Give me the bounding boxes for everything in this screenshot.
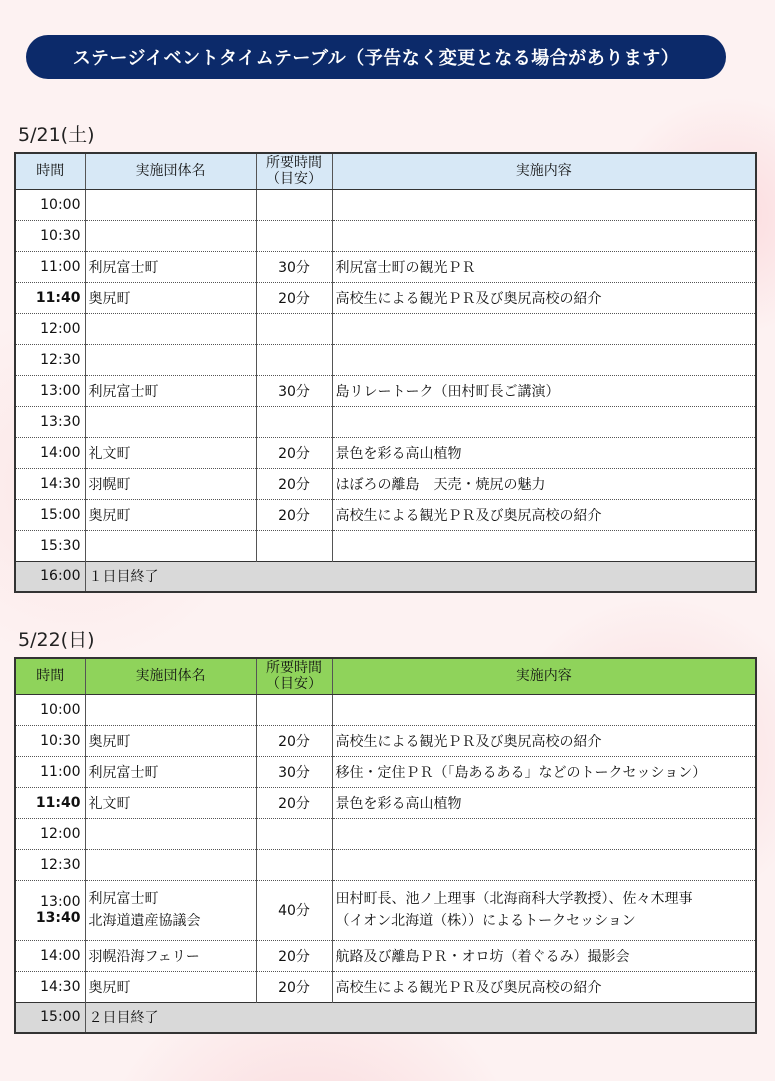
table-row: 14:00 羽幌沿海フェリー 20分 航路及び離島ＰＲ・オロ坊（着ぐるみ）撮影会 — [15, 940, 756, 971]
page-banner: ステージイベントタイムテーブル（予告なく変更となる場合があります） — [26, 35, 726, 79]
table-row: 12:30 — [15, 849, 756, 880]
table-row: 10:00 — [15, 189, 756, 220]
table-row-merged — [15, 880, 756, 940]
merged-desc-1: 田村町長、池ノ上理事（北海商科大学教授）、佐々木理事 — [335, 891, 693, 907]
table-row: 10:30 — [15, 220, 756, 251]
merged-org-2: 北海道遺産協議会 — [88, 913, 201, 929]
day1-title: 5/21(土) — [18, 124, 95, 146]
table-row: 12:30 — [15, 344, 756, 375]
header-duration: 所要時間 （目安） — [256, 153, 332, 189]
table-row: 12:00 — [15, 818, 756, 849]
table-row: 10:30 奥尻町 20分 高校生による観光ＰＲ及び奥尻高校の紹介 — [15, 725, 756, 756]
header-description: 実施内容 — [332, 658, 756, 694]
merged-time-end: 13:40 — [35, 910, 81, 926]
table-row: 11:40 奥尻町 20分 高校生による観光ＰＲ及び奥尻高校の紹介 — [15, 282, 756, 313]
table-row: 11:40 礼文町 20分 景色を彩る高山植物 — [15, 787, 756, 818]
merged-time-start: 13:00 — [40, 894, 81, 910]
merged-duration: 40分 — [256, 880, 332, 940]
header-time: 時間 — [15, 658, 85, 694]
merged-desc-2: （イオン北海道（株））によるトークセッション — [335, 913, 636, 929]
day-end-row: 16:00 １日目終了 — [15, 561, 756, 592]
day2-schedule-table — [14, 657, 757, 1034]
day-end-row: 15:00 ２日目終了 — [15, 1002, 756, 1033]
header-org: 実施団体名 — [85, 658, 256, 694]
table-row: 13:00 利尻富士町 30分 島リレートーク（田村町長ご講演） — [15, 375, 756, 406]
header-description: 実施内容 — [332, 153, 756, 189]
day2-title: 5/22(日) — [18, 629, 95, 651]
table-row: 14:30 羽幌町 20分 はぼろの離島 天売・焼尻の魅力 — [15, 468, 756, 499]
header-time: 時間 — [15, 153, 85, 189]
table-row: 15:00 奥尻町 20分 高校生による観光ＰＲ及び奥尻高校の紹介 — [15, 499, 756, 530]
header-duration: 所要時間 （目安） — [256, 658, 332, 694]
day1-schedule-table — [14, 152, 757, 593]
table-row: 13:30 — [15, 406, 756, 437]
table-row: 12:00 — [15, 313, 756, 344]
table-row: 11:00 利尻富士町 30分 移住・定住ＰＲ（「島あるある」などのトークセッション） — [15, 756, 756, 787]
table-row: 14:00 礼文町 20分 景色を彩る高山植物 — [15, 437, 756, 468]
table-header-row — [15, 153, 756, 189]
merged-org-1: 利尻富士町 — [88, 891, 159, 907]
table-row: 11:00 利尻富士町 30分 利尻富士町の観光ＰＲ — [15, 251, 756, 282]
header-org: 実施団体名 — [85, 153, 256, 189]
table-row: 15:30 — [15, 530, 756, 561]
table-row: 10:00 — [15, 694, 756, 725]
table-header-row — [15, 658, 756, 694]
table-row: 14:30 奥尻町 20分 高校生による観光ＰＲ及び奥尻高校の紹介 — [15, 971, 756, 1002]
